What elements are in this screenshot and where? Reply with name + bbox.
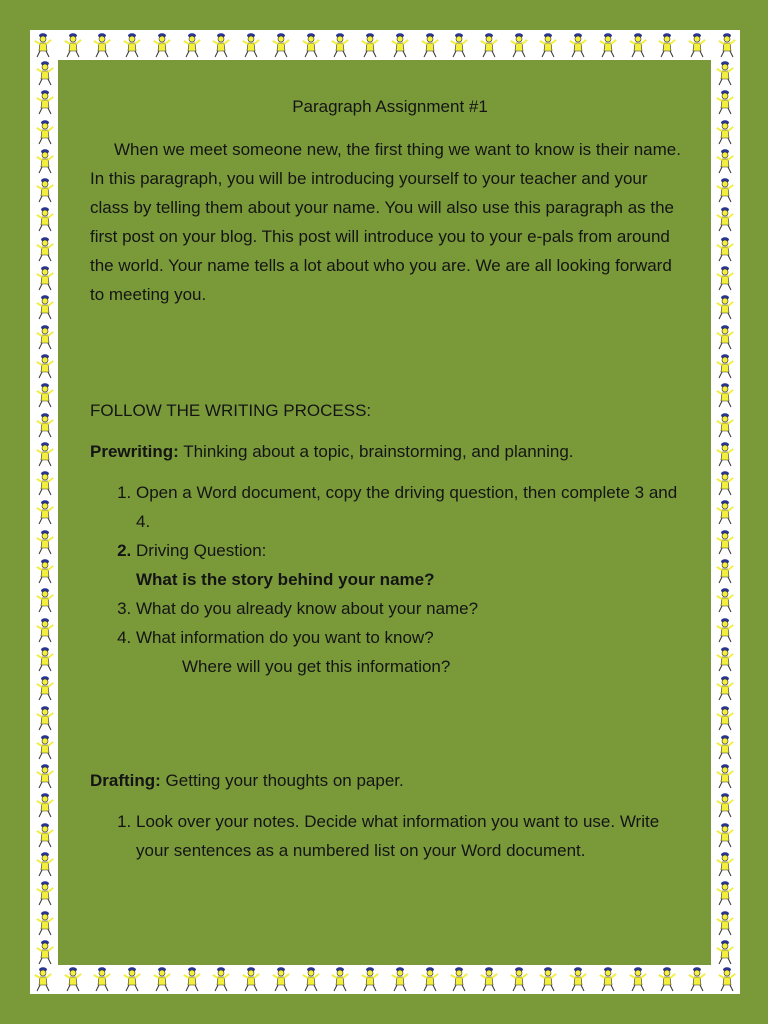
- person-figure-icon: [210, 32, 232, 58]
- person-figure-icon: [714, 177, 736, 203]
- person-figure-icon: [419, 966, 441, 992]
- person-figure-icon: [34, 499, 56, 525]
- document-body: [90, 92, 690, 865]
- person-figure-icon: [121, 966, 143, 992]
- person-figure-icon: [34, 880, 56, 906]
- border-right: [711, 60, 739, 965]
- person-figure-icon: [714, 675, 736, 701]
- person-figure-icon: [34, 587, 56, 613]
- person-figure-icon: [359, 966, 381, 992]
- person-figure-icon: [32, 966, 54, 992]
- person-figure-icon: [714, 617, 736, 643]
- person-figure-icon: [714, 353, 736, 379]
- list-item-text: Look over your notes. Decide what information you want to use. Write your sentences as a numbered list on your Word document.: [136, 812, 660, 860]
- person-figure-icon: [714, 851, 736, 877]
- person-figure-icon: [714, 910, 736, 936]
- person-figure-icon: [714, 529, 736, 555]
- person-figure-icon: [714, 412, 736, 438]
- person-figure-icon: [714, 705, 736, 731]
- person-figure-icon: [300, 966, 322, 992]
- driving-question: What is the story behind your name?: [136, 570, 435, 589]
- person-figure-icon: [34, 148, 56, 174]
- person-figure-icon: [34, 441, 56, 467]
- person-figure-icon: [656, 966, 678, 992]
- person-figure-icon: [714, 294, 736, 320]
- person-figure-icon: [714, 939, 736, 965]
- person-figure-icon: [34, 646, 56, 672]
- prewriting-label: Prewriting:: [90, 442, 179, 461]
- person-figure-icon: [714, 822, 736, 848]
- person-figure-icon: [210, 966, 232, 992]
- person-figure-icon: [714, 60, 736, 86]
- person-figure-icon: [714, 89, 736, 115]
- person-figure-icon: [714, 206, 736, 232]
- person-figure-icon: [714, 119, 736, 145]
- drafting-list: [90, 807, 690, 865]
- person-figure-icon: [270, 32, 292, 58]
- person-figure-icon: [508, 966, 530, 992]
- person-figure-icon: [34, 324, 56, 350]
- list-item: [136, 807, 690, 865]
- person-figure-icon: [34, 675, 56, 701]
- person-figure-icon: [32, 32, 54, 58]
- person-figure-icon: [714, 646, 736, 672]
- border-bottom: [32, 965, 738, 993]
- person-figure-icon: [478, 966, 500, 992]
- person-figure-icon: [151, 966, 173, 992]
- person-figure-icon: [91, 32, 113, 58]
- intro-paragraph: When we meet someone new, the first thing we want to know is their name. In this paragraph, you will be introducing yourself to your teacher and your class by telling them about your name. You will also use this paragraph as the first post on your blog. This post will introduce you to your e-pals from around the world. Your name tells a lot about who you are. We are all looking forward to meeting you.: [90, 140, 681, 304]
- person-figure-icon: [627, 32, 649, 58]
- person-figure-icon: [686, 966, 708, 992]
- person-figure-icon: [714, 382, 736, 408]
- person-figure-icon: [240, 32, 262, 58]
- person-figure-icon: [714, 265, 736, 291]
- person-figure-icon: [448, 32, 470, 58]
- list-item: [136, 478, 690, 536]
- person-figure-icon: [34, 558, 56, 584]
- person-figure-icon: [448, 966, 470, 992]
- person-figure-icon: [714, 441, 736, 467]
- person-figure-icon: [181, 966, 203, 992]
- person-figure-icon: [389, 32, 411, 58]
- person-figure-icon: [34, 822, 56, 848]
- prewriting-list: [90, 478, 690, 681]
- list-sub-line: Where will you get this information?: [182, 657, 451, 676]
- person-figure-icon: [716, 966, 738, 992]
- person-figure-icon: [34, 206, 56, 232]
- person-figure-icon: [34, 734, 56, 760]
- person-figure-icon: [389, 966, 411, 992]
- person-figure-icon: [270, 966, 292, 992]
- person-figure-icon: [91, 966, 113, 992]
- person-figure-icon: [34, 60, 56, 86]
- person-figure-icon: [34, 119, 56, 145]
- person-figure-icon: [686, 32, 708, 58]
- person-figure-icon: [34, 529, 56, 555]
- list-item: [136, 623, 690, 681]
- person-figure-icon: [478, 32, 500, 58]
- person-figure-icon: [62, 966, 84, 992]
- person-figure-icon: [34, 236, 56, 262]
- person-figure-icon: [716, 32, 738, 58]
- person-figure-icon: [537, 966, 559, 992]
- person-figure-icon: [359, 32, 381, 58]
- person-figure-icon: [34, 353, 56, 379]
- person-figure-icon: [714, 558, 736, 584]
- page-title: Paragraph Assignment #1: [292, 97, 488, 116]
- person-figure-icon: [714, 880, 736, 906]
- person-figure-icon: [181, 32, 203, 58]
- person-figure-icon: [34, 939, 56, 965]
- process-heading: FOLLOW THE WRITING PROCESS:: [90, 401, 372, 420]
- person-figure-icon: [714, 499, 736, 525]
- person-figure-icon: [34, 617, 56, 643]
- person-figure-icon: [34, 294, 56, 320]
- person-figure-icon: [714, 763, 736, 789]
- person-figure-icon: [151, 32, 173, 58]
- person-figure-icon: [537, 32, 559, 58]
- person-figure-icon: [597, 32, 619, 58]
- person-figure-icon: [714, 324, 736, 350]
- person-figure-icon: [300, 32, 322, 58]
- person-figure-icon: [597, 966, 619, 992]
- person-figure-icon: [329, 966, 351, 992]
- person-figure-icon: [34, 412, 56, 438]
- person-figure-icon: [714, 236, 736, 262]
- person-figure-icon: [34, 851, 56, 877]
- person-figure-icon: [240, 966, 262, 992]
- list-item-text: Open a Word document, copy the driving question, then complete 3 and 4.: [136, 483, 678, 531]
- list-item: [136, 594, 690, 623]
- list-item-text: What information do you want to know?: [136, 628, 434, 647]
- person-figure-icon: [34, 792, 56, 818]
- person-figure-icon: [419, 32, 441, 58]
- border-top: [32, 31, 738, 59]
- list-item-text: Driving Question:: [136, 541, 267, 560]
- drafting-line: [90, 766, 690, 795]
- person-figure-icon: [62, 32, 84, 58]
- prewriting-description: Thinking about a topic, brainstorming, and planning.: [178, 442, 574, 461]
- prewriting-line: [90, 437, 690, 466]
- person-figure-icon: [34, 763, 56, 789]
- person-figure-icon: [567, 966, 589, 992]
- person-figure-icon: [121, 32, 143, 58]
- person-figure-icon: [714, 470, 736, 496]
- person-figure-icon: [34, 89, 56, 115]
- person-figure-icon: [34, 470, 56, 496]
- drafting-label: Drafting:: [90, 771, 161, 790]
- person-figure-icon: [714, 148, 736, 174]
- person-figure-icon: [567, 32, 589, 58]
- person-figure-icon: [34, 705, 56, 731]
- person-figure-icon: [714, 587, 736, 613]
- person-figure-icon: [714, 734, 736, 760]
- drafting-description: Getting your thoughts on paper.: [160, 771, 404, 790]
- person-figure-icon: [656, 32, 678, 58]
- person-figure-icon: [508, 32, 530, 58]
- person-figure-icon: [34, 265, 56, 291]
- border-left: [31, 60, 59, 965]
- person-figure-icon: [329, 32, 351, 58]
- list-item: [136, 536, 690, 594]
- person-figure-icon: [34, 177, 56, 203]
- person-figure-icon: [627, 966, 649, 992]
- person-figure-icon: [714, 792, 736, 818]
- list-item-text: What do you already know about your name?: [136, 599, 479, 618]
- person-figure-icon: [34, 382, 56, 408]
- person-figure-icon: [34, 910, 56, 936]
